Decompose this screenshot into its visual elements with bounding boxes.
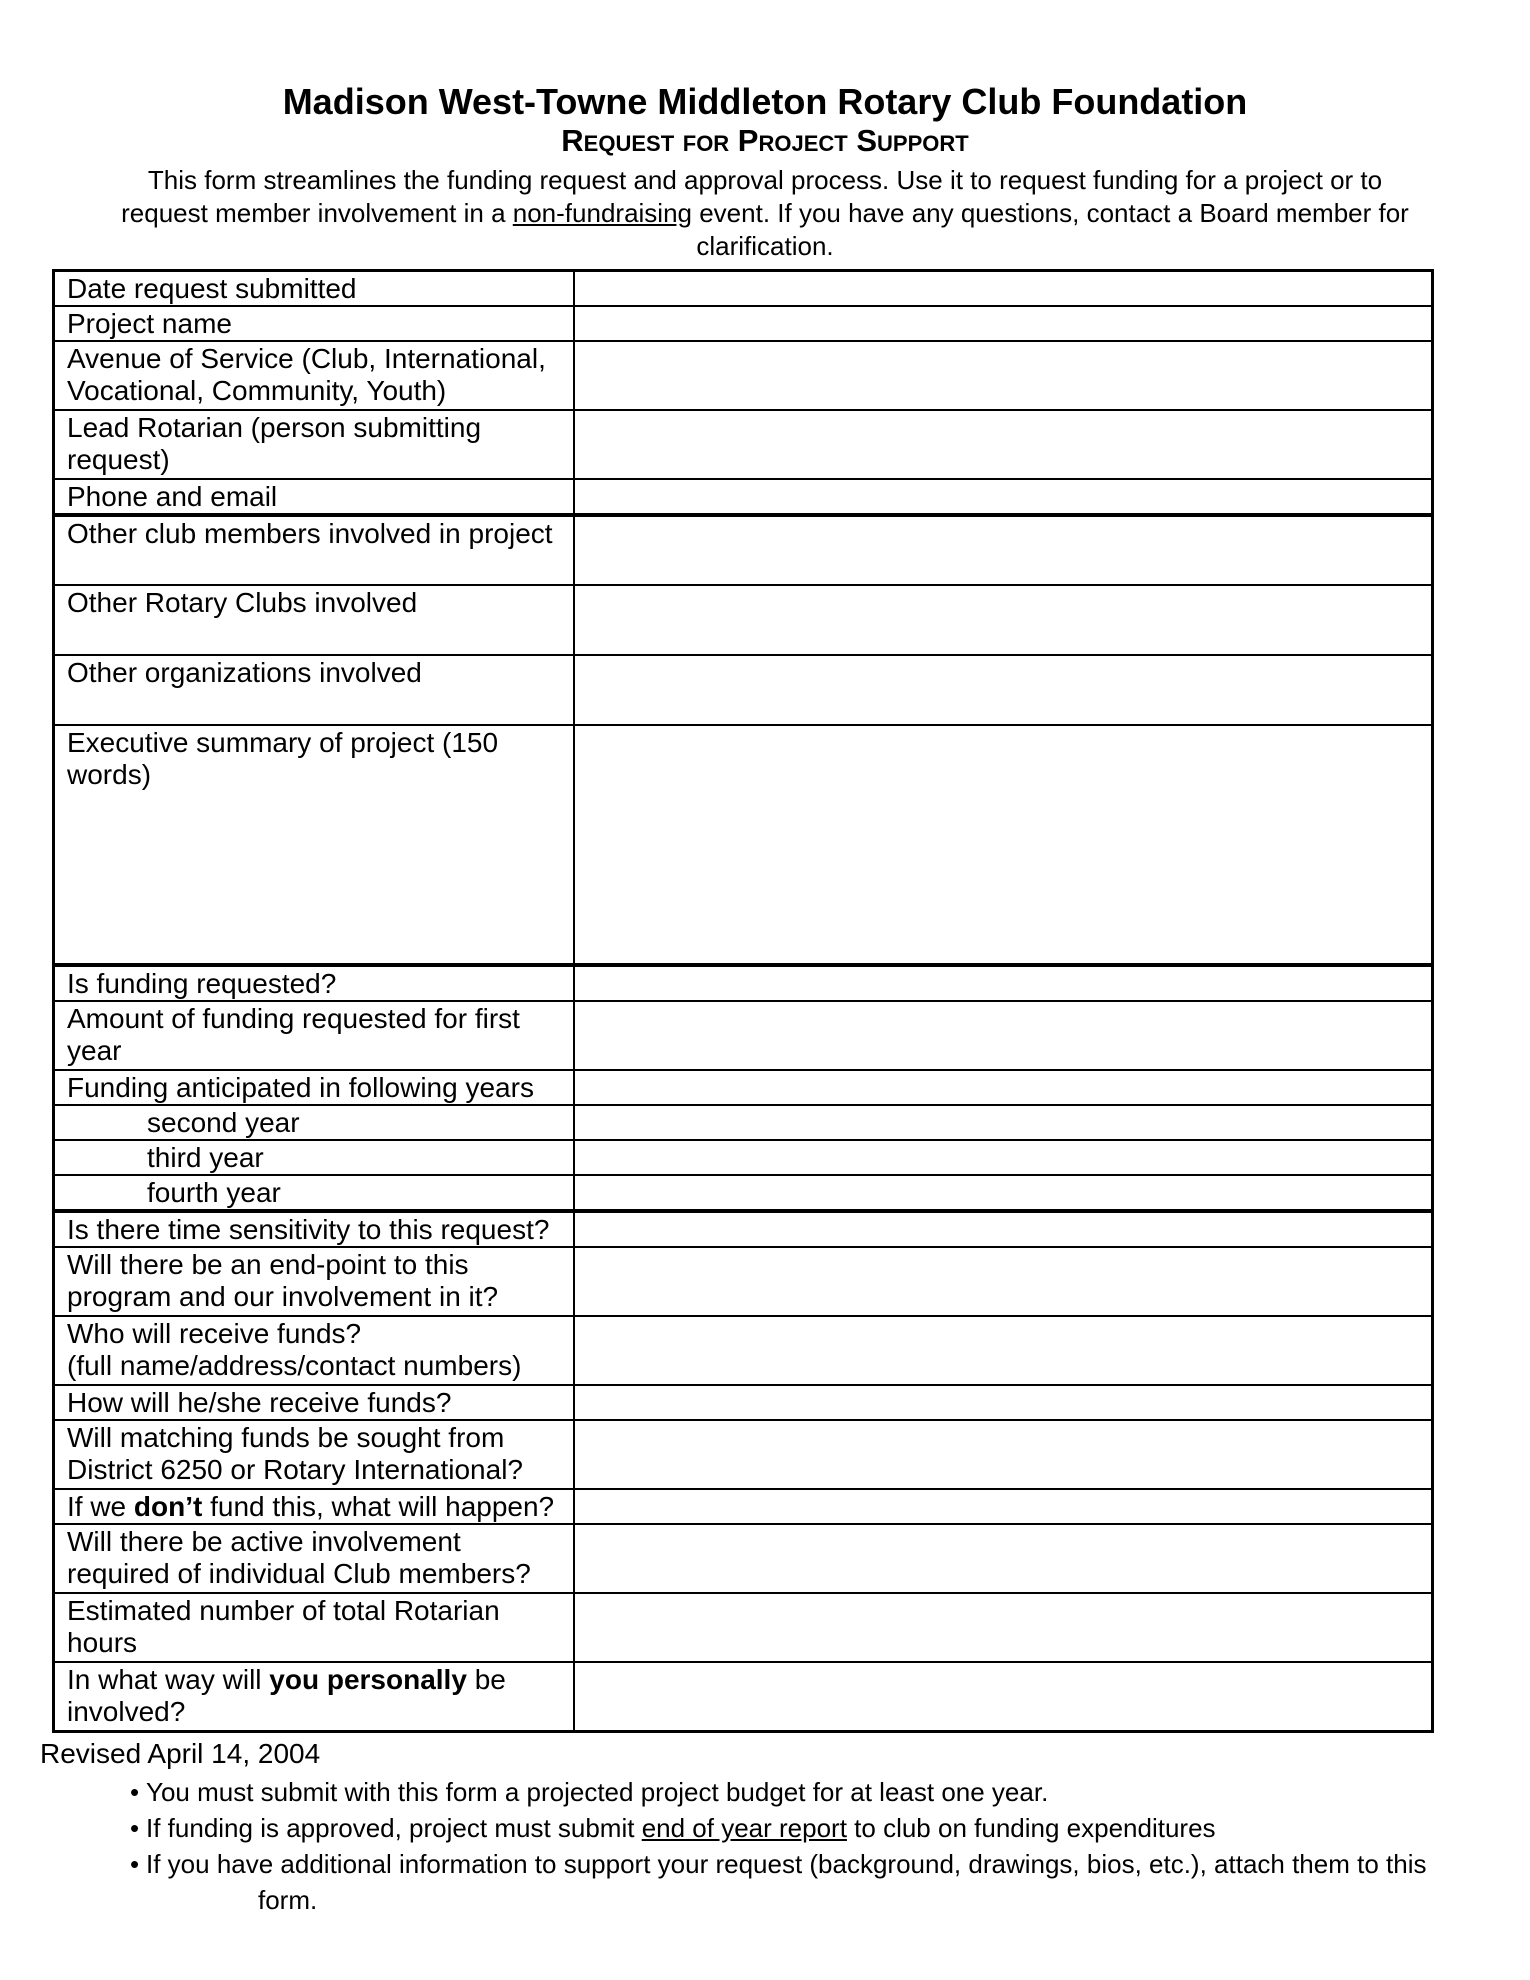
text-segment: year	[67, 1035, 122, 1066]
text-segment: Avenue of Service (Club, International,	[67, 343, 546, 374]
text-segment: You must submit with this form a projected project budget for at least one year.	[146, 1776, 1049, 1807]
field-value-cell[interactable]	[574, 1524, 1433, 1593]
field-label	[54, 1001, 574, 1070]
table-row	[54, 1001, 1433, 1070]
table-row	[54, 965, 1433, 1001]
field-value-cell[interactable]	[574, 479, 1433, 515]
field-label	[54, 1489, 574, 1524]
table-row	[54, 1489, 1433, 1524]
field-label	[54, 1316, 574, 1385]
text-segment: words)	[67, 759, 152, 790]
field-label	[54, 1211, 574, 1247]
footer-note-item	[130, 1810, 1520, 1846]
table-row	[54, 1070, 1433, 1105]
text-segment: second year	[147, 1107, 300, 1138]
table-row	[54, 515, 1433, 585]
text-segment: clarification.	[696, 231, 834, 261]
field-label	[54, 515, 574, 585]
field-label	[54, 585, 574, 655]
footer-note-text	[146, 1777, 1048, 1807]
text-segment: don’t	[133, 1491, 203, 1522]
field-value-cell[interactable]	[574, 1001, 1433, 1070]
field-value-cell[interactable]	[574, 515, 1433, 585]
text-segment: If we	[67, 1491, 134, 1522]
text-segment: Funding anticipated in following years	[67, 1072, 534, 1103]
field-value-cell[interactable]	[574, 655, 1433, 725]
text-segment: Will there be active involvement	[67, 1526, 461, 1557]
table-row	[54, 1140, 1433, 1175]
table-row	[54, 341, 1433, 410]
footer-note-text	[146, 1849, 1426, 1879]
footer-note-item	[130, 1774, 1520, 1810]
text-segment: hours	[67, 1627, 138, 1658]
text-segment: fund this, what will happen?	[202, 1491, 555, 1522]
field-value-cell[interactable]	[574, 341, 1433, 410]
intro-paragraph	[55, 164, 1475, 263]
field-label	[54, 410, 574, 479]
footer-notes-list	[130, 1774, 1520, 1918]
text-segment: required of individual Club members?	[67, 1558, 531, 1589]
table-row	[54, 1316, 1433, 1385]
table-row	[54, 479, 1433, 515]
field-label	[54, 725, 574, 965]
text-segment: Other club members involved in project	[67, 518, 553, 549]
footer-note-continuation: form.	[258, 1884, 318, 1915]
bullet-icon: •	[130, 1848, 140, 1879]
field-value-cell[interactable]	[574, 1593, 1433, 1662]
field-value-cell[interactable]	[574, 1662, 1433, 1731]
table-row	[54, 1420, 1433, 1489]
field-sublabel	[54, 1105, 574, 1140]
table-row	[54, 1175, 1433, 1211]
text-segment: Is there time sensitivity to this request?	[67, 1214, 550, 1245]
field-sublabel	[54, 1140, 574, 1175]
field-label	[54, 655, 574, 725]
field-value-cell[interactable]	[574, 1175, 1433, 1211]
text-segment: In what way will	[67, 1664, 270, 1695]
text-segment: This form streamlines the funding request and approval process. Use it to request funding for a project or to	[147, 165, 1383, 195]
text-segment: Estimated number of total Rotarian	[67, 1595, 500, 1626]
field-label	[54, 1524, 574, 1593]
field-label	[54, 1247, 574, 1316]
table-row	[54, 655, 1433, 725]
field-value-cell[interactable]	[574, 410, 1433, 479]
field-label	[54, 965, 574, 1001]
text-segment: District 6250 or Rotary International?	[67, 1454, 523, 1485]
text-segment: Other organizations involved	[67, 657, 422, 688]
table-row	[54, 1662, 1433, 1731]
text-segment: you personally	[269, 1664, 467, 1695]
field-value-cell[interactable]	[574, 1247, 1433, 1316]
field-value-cell[interactable]	[574, 965, 1433, 1001]
text-segment: Date request submitted	[67, 273, 357, 304]
page-subtitle: Request for Project Support	[561, 123, 969, 158]
field-label	[54, 1593, 574, 1662]
field-value-cell[interactable]	[574, 1105, 1433, 1140]
text-segment: If funding is approved, project must submit	[146, 1812, 642, 1843]
document-header	[0, 0, 1530, 263]
table-row	[54, 585, 1433, 655]
field-value-cell[interactable]	[574, 1385, 1433, 1420]
text-segment: Executive summary of project (150	[67, 727, 499, 758]
field-value-cell[interactable]	[574, 1140, 1433, 1175]
bullet-icon: •	[130, 1776, 140, 1807]
text-segment: request)	[67, 444, 170, 475]
field-sublabel	[54, 1175, 574, 1211]
text-segment: (full name/address/contact numbers)	[67, 1350, 522, 1381]
field-label	[54, 1662, 574, 1731]
field-label	[54, 479, 574, 515]
field-value-cell[interactable]	[574, 306, 1433, 341]
text-segment: Other Rotary Clubs involved	[67, 587, 418, 618]
field-value-cell[interactable]	[574, 1070, 1433, 1105]
revised-date-note: Revised April 14, 2004	[40, 1737, 321, 1769]
field-label	[54, 271, 574, 307]
text-segment: event. If you have any questions, contact a Board member for	[692, 198, 1409, 228]
text-segment: fourth year	[147, 1177, 281, 1208]
text-segment: program and our involvement in it?	[67, 1281, 499, 1312]
text-segment: Is funding requested?	[67, 968, 337, 999]
request-form-table-body	[54, 271, 1433, 1732]
text-segment: Vocational, Community, Youth)	[67, 375, 447, 406]
footer-note-text	[146, 1813, 1216, 1843]
text-segment: third year	[147, 1142, 264, 1173]
text-segment: If you have additional information to support your request (background, drawings, bios, etc.), attach them to this	[146, 1848, 1427, 1879]
field-value-cell[interactable]	[574, 725, 1433, 965]
footer-note-item	[130, 1846, 1520, 1918]
text-segment: involved?	[67, 1696, 186, 1727]
text-segment: non-fundraising	[512, 198, 692, 228]
field-value-cell[interactable]	[574, 271, 1433, 307]
text-segment: Phone and email	[67, 481, 278, 512]
field-label	[54, 306, 574, 341]
field-value-cell[interactable]	[574, 1316, 1433, 1385]
table-row	[54, 271, 1433, 307]
text-segment: How will he/she receive funds?	[67, 1387, 452, 1418]
field-label	[54, 1070, 574, 1105]
table-row	[54, 1105, 1433, 1140]
text-segment: Will there be an end-point to this	[67, 1249, 469, 1280]
text-segment: be	[466, 1664, 506, 1695]
table-row	[54, 410, 1433, 479]
bullet-icon: •	[130, 1812, 140, 1843]
text-segment: request member involvement in a	[121, 198, 513, 228]
field-value-cell[interactable]	[574, 1420, 1433, 1489]
field-label	[54, 1420, 574, 1489]
table-row	[54, 1385, 1433, 1420]
text-segment: Amount of funding requested for first	[67, 1003, 520, 1034]
field-label	[54, 1385, 574, 1420]
text-segment: Who will receive funds?	[67, 1318, 362, 1349]
field-label	[54, 341, 574, 410]
table-row	[54, 725, 1433, 965]
field-value-cell[interactable]	[574, 585, 1433, 655]
table-row	[54, 1524, 1433, 1593]
request-form-table	[52, 269, 1434, 1733]
field-value-cell[interactable]	[574, 1211, 1433, 1247]
text-segment: end of year report	[641, 1812, 847, 1843]
table-row	[54, 1211, 1433, 1247]
table-row	[54, 1593, 1433, 1662]
table-row	[54, 306, 1433, 341]
text-segment: to club on funding expenditures	[846, 1812, 1216, 1843]
text-segment: Will matching funds be sought from	[67, 1422, 505, 1453]
table-row	[54, 1247, 1433, 1316]
field-value-cell[interactable]	[574, 1489, 1433, 1524]
text-segment: Lead Rotarian (person submitting	[67, 412, 482, 443]
page-title: Madison West-Towne Middleton Rotary Club Foundation	[282, 81, 1248, 122]
text-segment: Project name	[67, 308, 232, 339]
